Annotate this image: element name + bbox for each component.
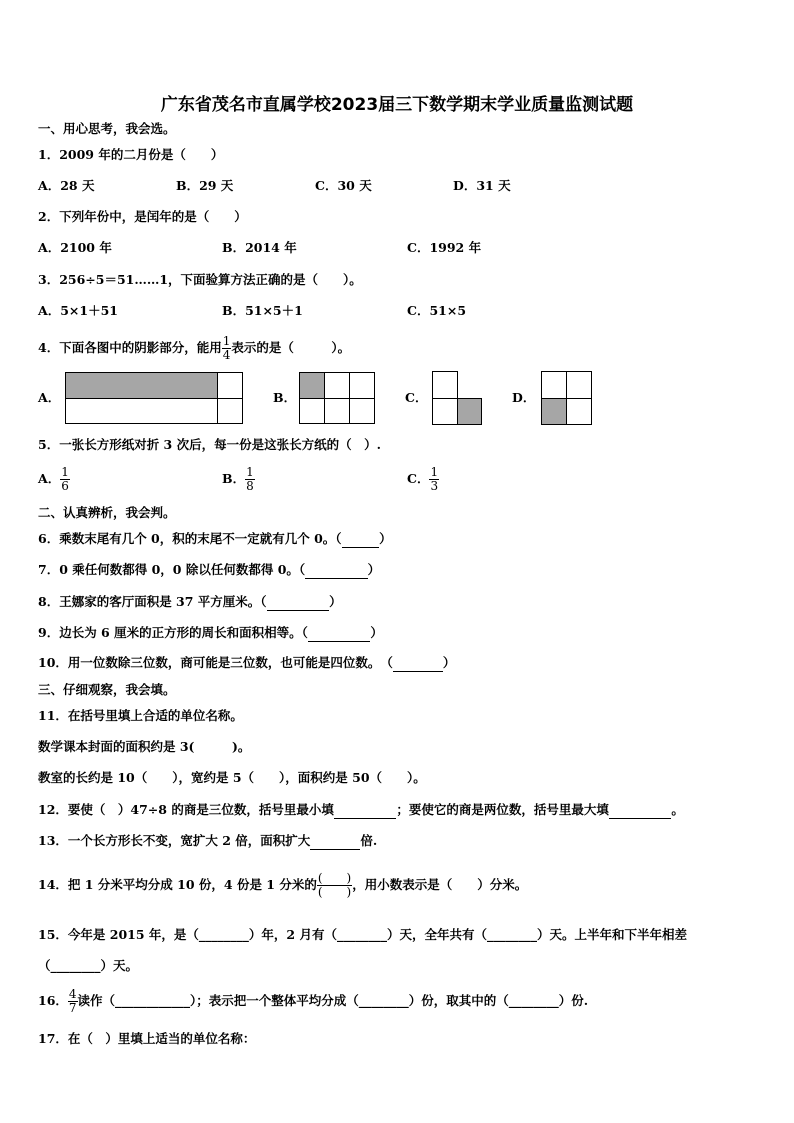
q1-option-d: D．31 天 (453, 178, 511, 193)
grid-cell (349, 398, 375, 424)
q4-figure-c (432, 371, 482, 425)
grid-cell (217, 398, 243, 424)
shaded-cell (65, 372, 218, 399)
q4-option-d: D． (512, 390, 536, 405)
question-14: 14．把 1 分米平均分成 10 份，4 份是 1 分米的 $\frac{( )}{( )}$ ，用小数表示是（ ）分米。 (38, 871, 528, 899)
q2-option-b: B．2014 年 (222, 240, 297, 255)
question-11: 11．在括号里填上合适的单位名称。 (38, 708, 243, 723)
q1-option-a: A．28 天 (38, 178, 95, 193)
q5-option-b: B． $\frac{1}{8}$ (222, 465, 254, 493)
answer-blank[interactable] (308, 625, 371, 642)
question-13: 13．一个长方形长不变，宽扩大 2 倍，面积扩大 倍. (38, 833, 378, 848)
question-10: 10．用一位数除三位数，商可能是三位数，也可能是四位数。 （ ） (38, 655, 456, 670)
grid-cell (541, 371, 567, 399)
question-2: 2．下列年份中，是闰年的是（ ） (38, 209, 247, 224)
grid-cell (324, 398, 350, 424)
shaded-cell (541, 398, 567, 425)
grid-cell (566, 398, 592, 425)
question-12: 12．要使（ ）47÷8 的商是三位数，括号里最小填 ；要使它的商是两位数，括号里最大填 。 (38, 802, 684, 817)
question-1: 1．2009 年的二月份是（ ） (38, 147, 224, 162)
question-17: 17．在（ ）里填上适当的单位名称： (38, 1031, 256, 1046)
q4-option-c: C． (405, 390, 428, 405)
grid-cell (299, 398, 325, 424)
question-3: 3．256÷5＝51……1，下面验算方法正确的是（ ）。 (38, 272, 362, 287)
shaded-cell (299, 372, 325, 399)
grid-cell (65, 398, 218, 424)
q1-option-c: C．30 天 (315, 178, 372, 193)
answer-blank[interactable] (267, 594, 330, 611)
fraction-one-eighth: $\frac{1}{8}$ (246, 465, 254, 493)
grid-cell (432, 398, 458, 425)
q3-option-c: C．51×5 (407, 303, 467, 318)
shaded-cell (457, 398, 482, 425)
q3-option-a: A．5×1＋51 (38, 303, 118, 318)
page-title: 广东省茂名市直属学校2023届三下数学期末学业质量监测试题 (160, 95, 634, 115)
q5-option-a: A． $\frac{1}{6}$ (38, 465, 69, 493)
question-9: 9．边长为 6 厘米的正方形的周长和面积相等。（ ） (38, 625, 383, 640)
question-16: 16． $\frac{4}{7}$ 读作（____________）；表示把一个整体平均分成（________）份，取其中的（________）份. (38, 987, 589, 1015)
q11-line-1: 数学课本封面的面积约是 3( )。 (38, 739, 251, 754)
fraction-blank[interactable]: $\frac{( )}{( )}$ (317, 871, 352, 899)
q4-figure-a (65, 372, 243, 424)
answer-blank[interactable] (310, 833, 360, 850)
answer-blank[interactable] (342, 531, 380, 548)
grid-cell (349, 372, 375, 399)
q4-figure-b (299, 372, 375, 424)
answer-blank[interactable] (334, 802, 397, 819)
answer-blank[interactable] (609, 802, 672, 819)
q11-line-2: 教室的长约是 10（ ），宽约是 5（ ），面积约是 50（ ）。 (38, 770, 426, 785)
grid-cell (432, 371, 458, 399)
q4-text-pre: 4．下面各图中的阴影部分，能用 (38, 340, 222, 355)
question-4 (38, 335, 350, 362)
question-6: 6．乘数末尾有几个 0，积的末尾不一定就有几个 0。（ ） (38, 531, 392, 546)
fraction-one-quarter: $\frac{1}{4}$ (222, 334, 231, 362)
grid-cell (324, 372, 350, 399)
question-15-line-1: 15．今年是 2015 年，是（________）年，2 月有（________）天，全年共有（________）天。上半年和下半年相差 (38, 927, 687, 942)
fraction-one-third: $\frac{1}{3}$ (430, 465, 439, 493)
question-5: 5．一张长方形纸对折 3 次后，每一份是这张长方纸的（ ）. (38, 437, 381, 452)
section-heading-2: 二、认真辨析，我会判。 (38, 505, 176, 520)
q2-option-a: A．2100 年 (38, 240, 112, 255)
fraction-one-sixth: $\frac{1}{6}$ (61, 465, 69, 493)
q1-option-b: B．29 天 (176, 178, 234, 193)
q5-option-c: C． $\frac{1}{3}$ (407, 465, 439, 493)
question-7: 7．0 乘任何数都得 0，0 除以任何数都得 0。（ ） (38, 562, 381, 577)
q3-option-b: B．51×5＋1 (222, 303, 303, 318)
section-heading-3: 三、仔细观察，我会填。 (38, 682, 176, 697)
q4-text-post: 表示的是（ ）。 (231, 340, 351, 355)
section-heading-1: 一、用心思考，我会选。 (38, 121, 176, 136)
fraction-four-sevenths: $\frac{4}{7}$ (68, 987, 77, 1015)
grid-cell (566, 371, 592, 399)
q4-option-a: A． (38, 390, 61, 405)
q2-option-c: C．1992 年 (407, 240, 482, 255)
question-8: 8．王娜家的客厅面积是 37 平方厘米。（ ） (38, 594, 342, 609)
q4-figure-d (541, 371, 592, 425)
answer-blank[interactable] (305, 562, 368, 579)
answer-blank[interactable] (393, 655, 443, 672)
grid-cell (217, 372, 243, 399)
q4-option-b: B． (273, 390, 297, 405)
question-15-line-2: （________）天。 (38, 958, 139, 973)
